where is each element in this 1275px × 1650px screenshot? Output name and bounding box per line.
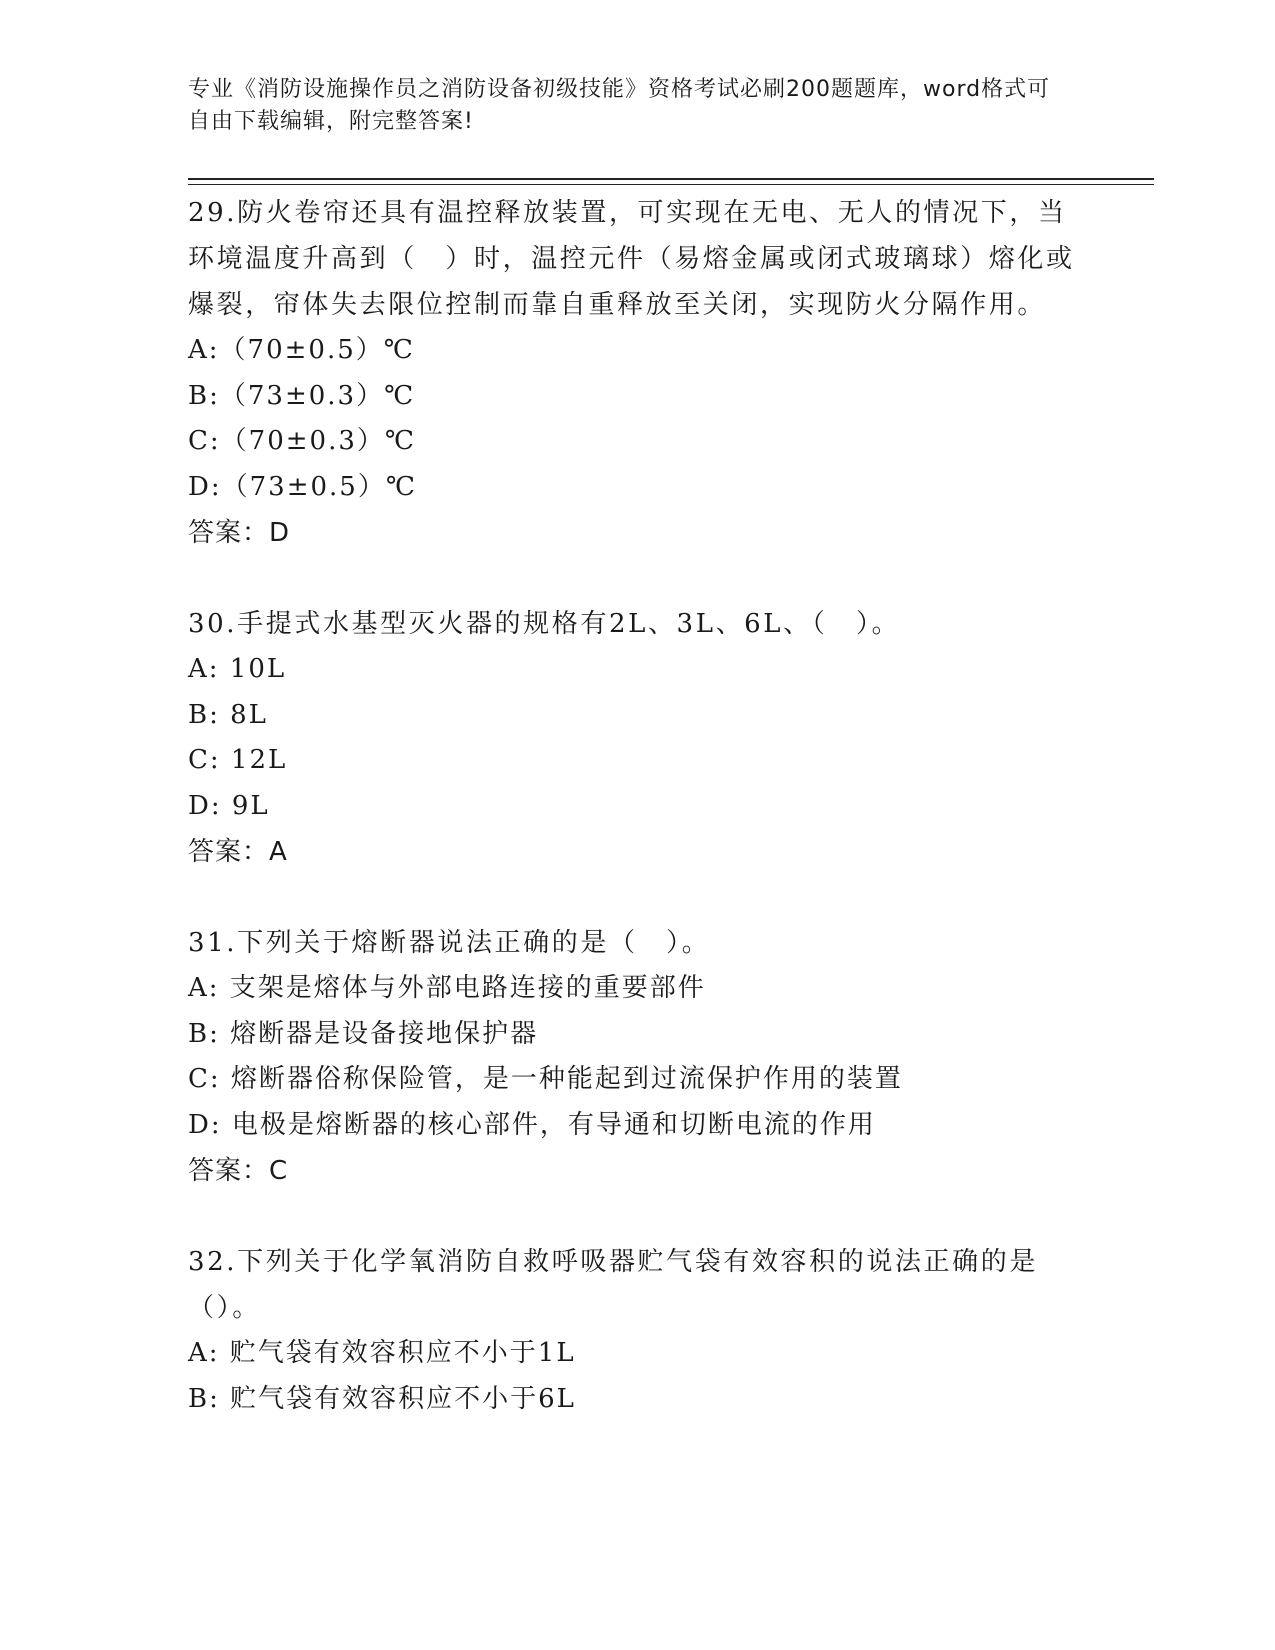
option-a: A:（70±0.5）℃ [188, 335, 415, 365]
answer-label: 答案：C [188, 1156, 289, 1186]
answer-label: 答案：D [188, 518, 291, 548]
question-stem: 30.手提式水基型灭火器的规格有2L、3L、6L、（ ）。 [188, 609, 901, 639]
option-d: D:（73±0.5）℃ [188, 471, 417, 502]
header-rule-thin [188, 184, 1154, 185]
question-stem: 29.防火卷帘还具有温控释放装置，可实现在无电、无人的情况下，当环境温度升高到（ ）时，温控元件（易熔金属或闭式玻璃球）熔化或爆裂，帘体失去限位控制而靠自重释放至关闭，实现防火分隔作用。 [188, 198, 1075, 320]
option-c: C:（70±0.3）℃ [188, 426, 416, 456]
question-stem: 32.下列关于化学氧消防自救呼吸器贮气袋有效容积的说法正确的是（）。 [188, 1247, 1038, 1323]
option-a: A: 支架是熔体与外部电路连接的重要部件 [188, 973, 706, 1003]
option-b: B:（73±0.3）℃ [188, 380, 416, 411]
option-b: B: 熔断器是设备接地保护器 [188, 1018, 539, 1049]
option-c: C: 12L [188, 745, 288, 775]
header-rule-thick [188, 178, 1154, 180]
document-header: 专业《消防设施操作员之消防设备初级技能》资格考试必刷200题题库，word格式可自由下载编辑，附完整答案! [188, 77, 1051, 134]
question-30 [188, 601, 1088, 875]
question-29 [188, 190, 1088, 556]
option-c: C: 熔断器俗称保险管，是一种能起到过流保护作用的装置 [188, 1064, 903, 1094]
question-stem: 31.下列关于熔断器说法正确的是（ ）。 [188, 928, 711, 958]
option-a: A: 贮气袋有效容积应不小于1L [188, 1338, 576, 1368]
question-32 [188, 1239, 1088, 1422]
answer-label: 答案：A [188, 837, 288, 867]
option-d: D: 电极是熔断器的核心部件，有导通和切断电流的作用 [188, 1109, 876, 1140]
option-b: B: 8L [188, 699, 268, 730]
question-list [188, 190, 1088, 1467]
option-b: B: 贮气袋有效容积应不小于6L [188, 1383, 576, 1414]
question-31 [188, 920, 1088, 1194]
option-a: A: 10L [188, 654, 287, 684]
option-d: D: 9L [188, 790, 270, 821]
